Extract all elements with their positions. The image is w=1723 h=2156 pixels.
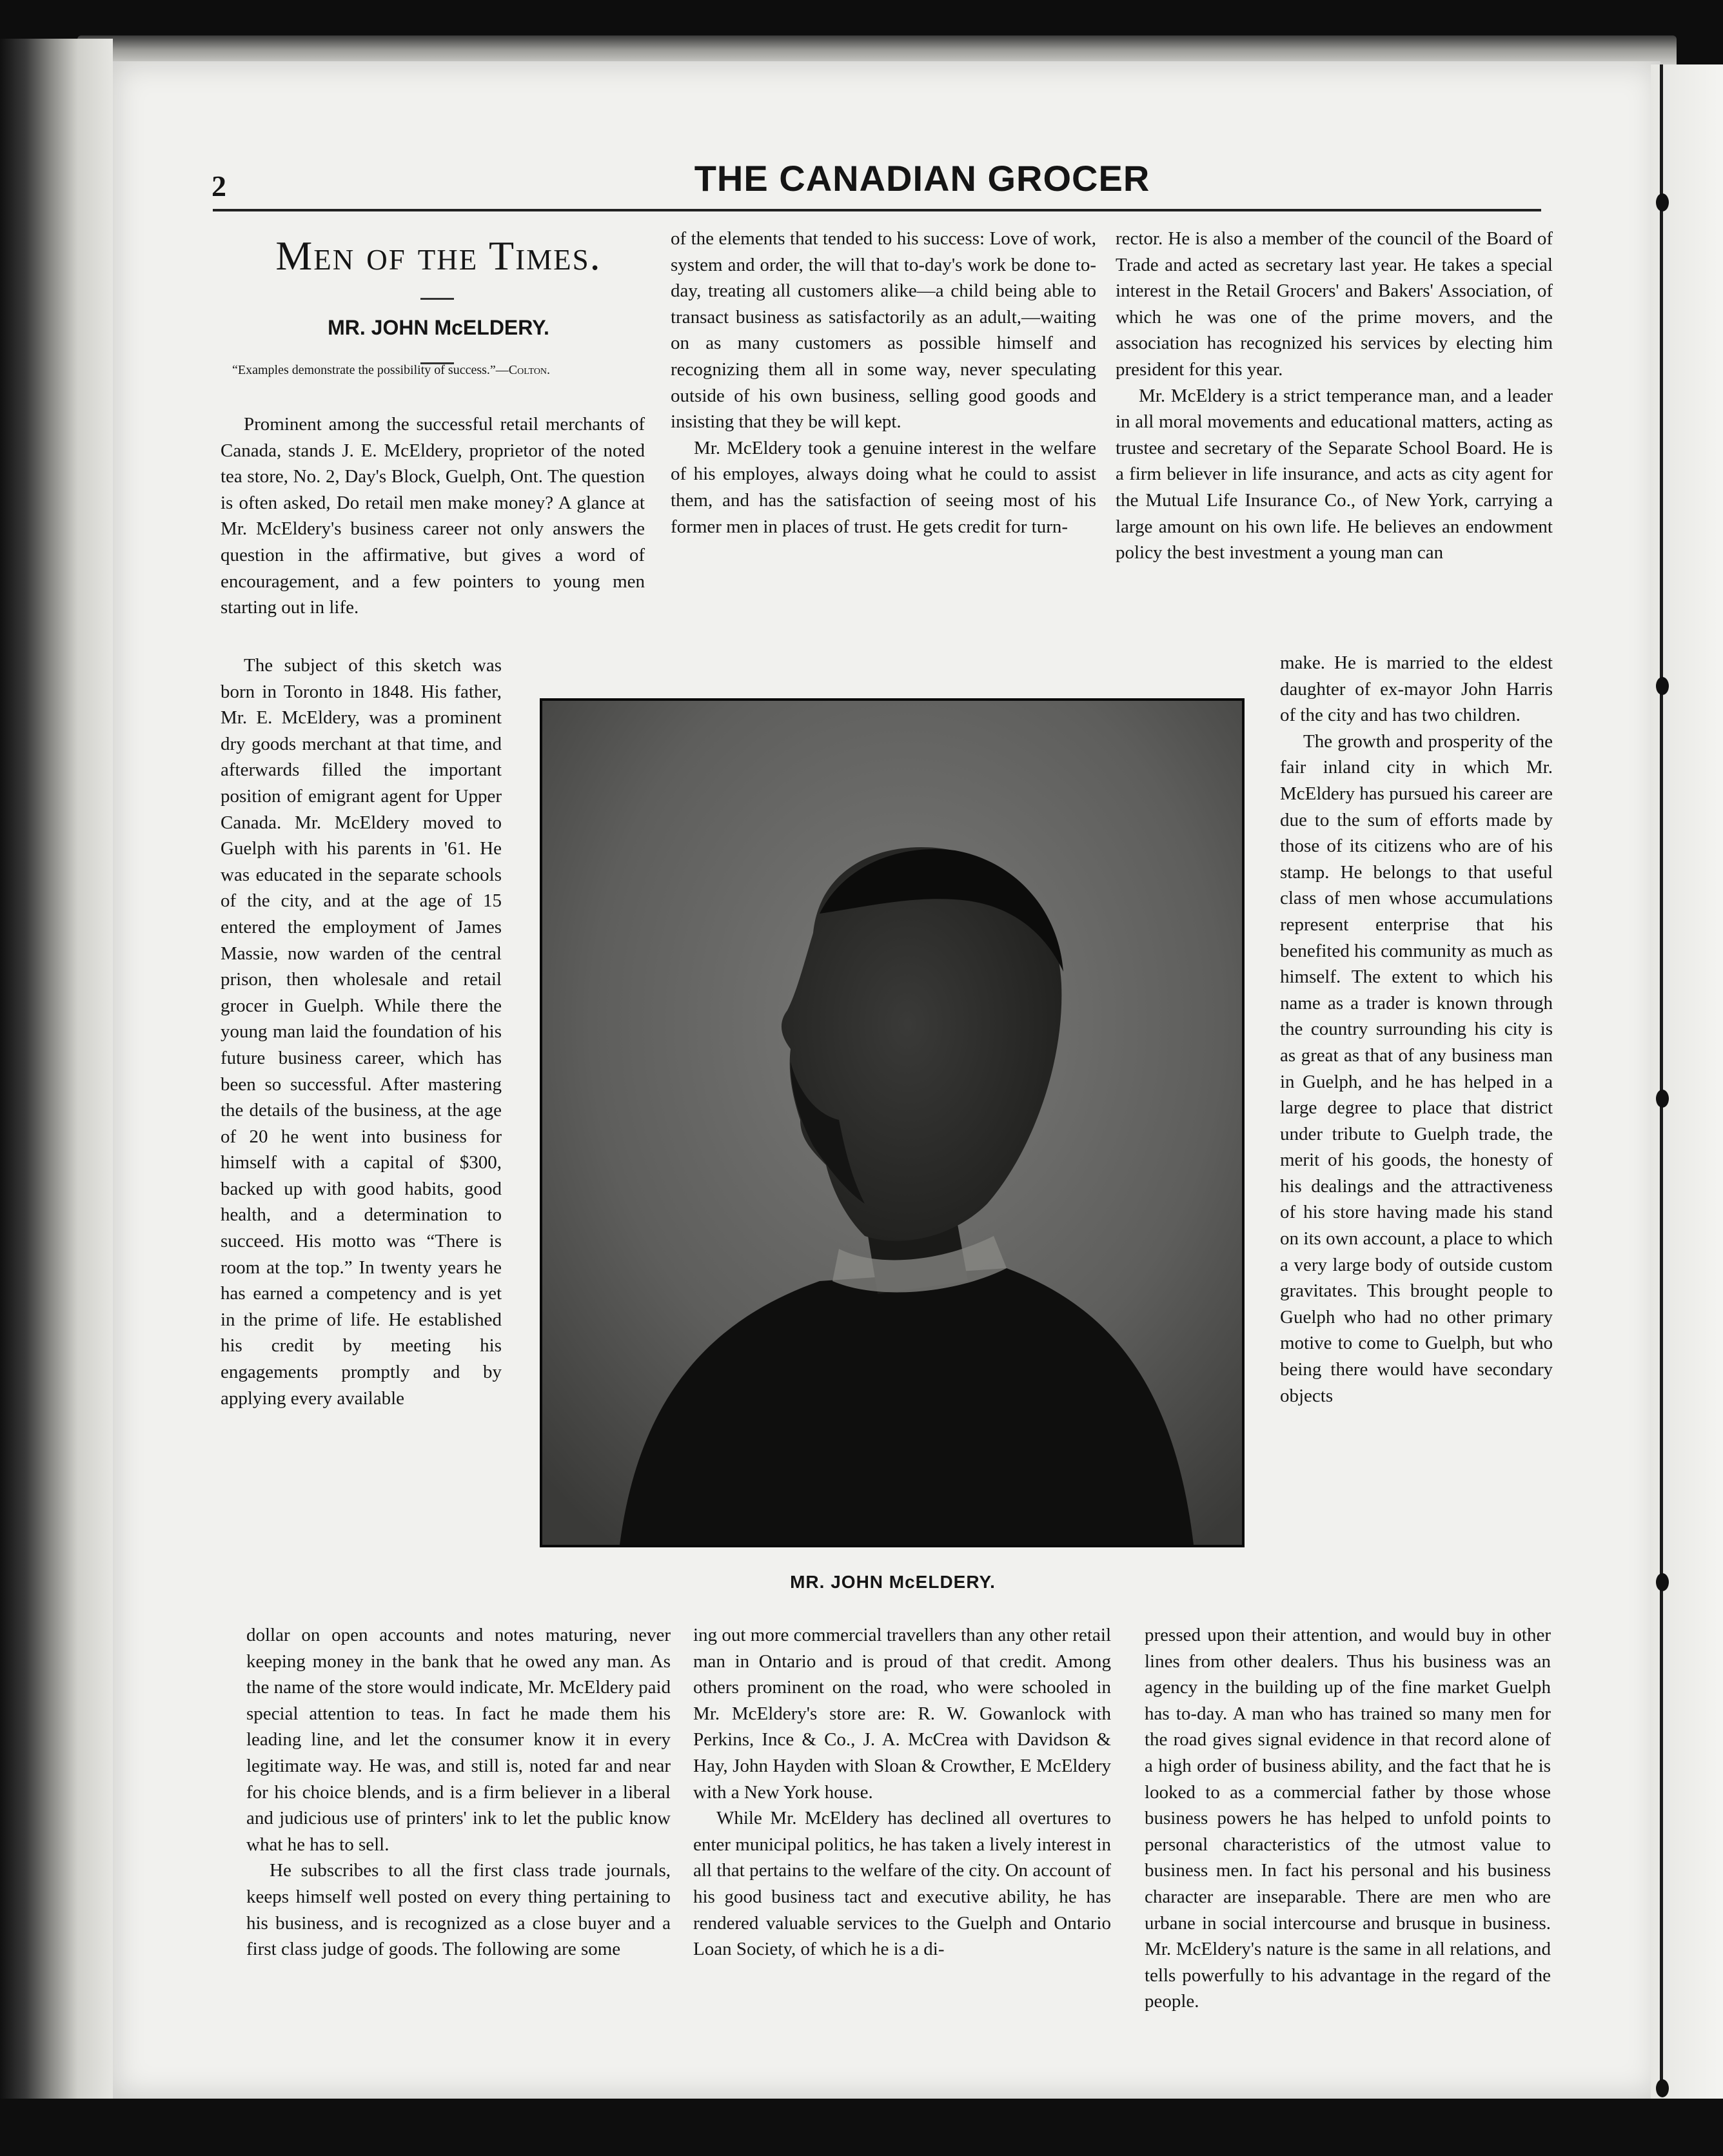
paragraph: rector. He is also a member of the council of the Board of Trade and acted as secretary last year. He takes a special interest in the Retail Grocers' and Bakers' Association, of which he was one of the prime movers, and the association has recognized his services by electing him president for this year. [1116,228,1553,380]
column-3-wrap [1280,650,1553,1409]
book-edge-left [0,39,113,2108]
binding-hole-icon [1656,193,1669,211]
photo-caption: MR. JOHN McELDERY. [790,1572,996,1592]
epigraph [232,362,632,378]
column-2-top [671,226,1096,540]
section-title: Men of the Times. [275,233,602,279]
page-number: 2 [212,170,226,202]
column-1-top [221,411,645,621]
paragraph: of the elements that tended to his success: Love of work, system and order, the will that to-day's work be done to-day, treating all customers alike—a child being able to transact business as satisfactorily as an adult,—waiting on as many customers as possible himself and recognizing them all in some way, never speculating outside of his own business, selling good goods and insisting that they be will kept. [671,228,1096,433]
paragraph: The subject of this sketch was born in Toronto in 1848. His father, Mr. E. McEldery, was a prominent dry goods merchant at that time, and afterwards filled the important position of emigrant agent for Upper Canada. Mr. McEldery moved to Guelph with his parents in '61. He was educated in the separate schools of the city, and at the age of 15 entered the employment of James Massie, now warden of the central prison, then wholesale and retail grocer in Guelph. While there the young man laid the foundation of his future business career, which has been so successful. After mastering the details of the business, at the age of 20 he went into business for himself with a capital of $300, backed up with good habits, good health, and a determination to succeed. His motto was “There is room at the top.” In twenty years he has earned a competency and is yet in the prime of life. He established his credit by meeting his engagements promptly and by applying every available [221,655,502,1409]
paragraph: dollar on open accounts and notes maturing, never keeping money in the bank that he owed any man. As the name of the store would indicate, Mr. McEldery paid special attention to teas. In fact he made them his leading line, and let the consumer know it in every legitimate way. He was, and still is, noted far and near for his choice blends, and is a firm believer in a liberal and judicious use of printers' ink to let the public know what he has to sell. [246,1625,671,1855]
binding-hole-icon [1656,677,1669,695]
header-rule [213,209,1541,211]
column-3-bottom [1145,1622,1551,2015]
column-1-bottom [246,1622,671,1963]
paragraph: Mr. McEldery is a strict temperance man, and a leader in all moral movements and educational matters, acting as trustee and secretary of the Separate School Board. He is a firm believer in life insurance, and acts as city agent for the Mutual Life Insurance Co., of New York, carrying a large amount on his own life. He believes an endowment policy the best investment a young man can [1116,385,1553,564]
paragraph: make. He is married to the eldest daughter of ex-mayor John Harris of the city and has two children. [1280,652,1553,726]
paragraph: The growth and prosperity of the fair inland city in which Mr. McEldery has pursued his career are due to the sum of efforts made by those of its citizens who are of his stamp. He belongs to that useful class of men whose accumulations represent enterprise that his benefited his community as much as himself. The extent to which his name as a trader is known through the country surrounding his city is as great as that of any business man in Guelph, and he has helped in a large degree to place that district under tribute to Guelph trade, the merit of his goods, the honesty of his dealings and the attractiveness of his store having made his stand on its own account, a place to which a very large body of outside custom gravitates. This brought people to Guelph who had no other primary motive to come to Guelph, but who being there would have secondary objects [1280,730,1553,1406]
column-3-top [1116,226,1553,566]
paragraph: pressed upon their attention, and would buy in other lines from other dealers. Thus his business was an agency in the building up of the fine market Guelph has to-day. A man who has trained so many men for the road gives signal evidence in that record alone of a high order of business ability, and the fact that he is looked to as a commercial father by those whose business powers he has helped to unfold points to personal characteristics of the utmost value to business men. In fact his personal and his business character are inseparable. There are men who are urbane in social intercourse and brusque in business. Mr. McEldery's nature is the same in all relations, and tells powerfully to his advantage in the regard of the people. [1145,1625,1551,2012]
binding-hole-icon [1656,1090,1669,1108]
paragraph: He subscribes to all the first class trade journals, keeps himself well posted on every thing pertaining to his business, and is recognized as a close buyer and a first class judge of goods. The following are some [246,1860,671,1960]
portrait-photo [540,698,1245,1547]
column-2-bottom [693,1622,1111,1963]
binding-hole-icon [1656,2079,1669,2097]
article-heading: MR. JOHN McELDERY. [328,316,549,339]
paragraph: Mr. McEldery took a genuine interest in the welfare of his employes, always doing what he could to assist them, and has the satisfaction of seeing most of his former men in places of trust. He gets credit for turn- [671,437,1096,537]
title-divider [420,298,454,300]
epigraph-quote: “Examples demonstrate the possibility of success.”— [232,363,509,377]
paragraph: ing out more commercial travellers than any other retail man in Ontario and is proud of that credit. Among others prominent on the road, who were schooled in Mr. McEldery's store are: R. W. Gowanlock with Perkins, Ince & Co., J. A. McCrea with Davidson & Hay, John Hayden with Sloan & Crowther, E McEldery with a New York house. [693,1625,1111,1803]
masthead-title: THE CANADIAN GROCER [694,158,1150,199]
binding-hole-icon [1656,1573,1669,1591]
epigraph-author: Colton. [508,363,551,377]
paragraph: Prominent among the successful retail merchants of Canada, stands J. E. McEldery, proprietor of the noted tea store, No. 2, Day's Block, Guelph, Ont. The question is often asked, Do retail men make money? A glance at Mr. McEldery's business career not only answers the question in the affirmative, but gives a word of encouragement, and a few pointers to young men starting out in life. [221,414,645,618]
binding-line [1660,64,1663,2095]
paragraph: While Mr. McEldery has declined all overtures to enter municipal politics, he has taken a lively interest in all that pertains to the welfare of the city. On account of his good business tact and executive ability, he has rendered valuable services to the Guelph and Ontario Loan Society, of which he is a di- [693,1808,1111,1960]
column-1-wrap [221,652,502,1411]
scan-background-bottom [0,2099,1723,2156]
portrait-illustration [542,701,1242,1545]
